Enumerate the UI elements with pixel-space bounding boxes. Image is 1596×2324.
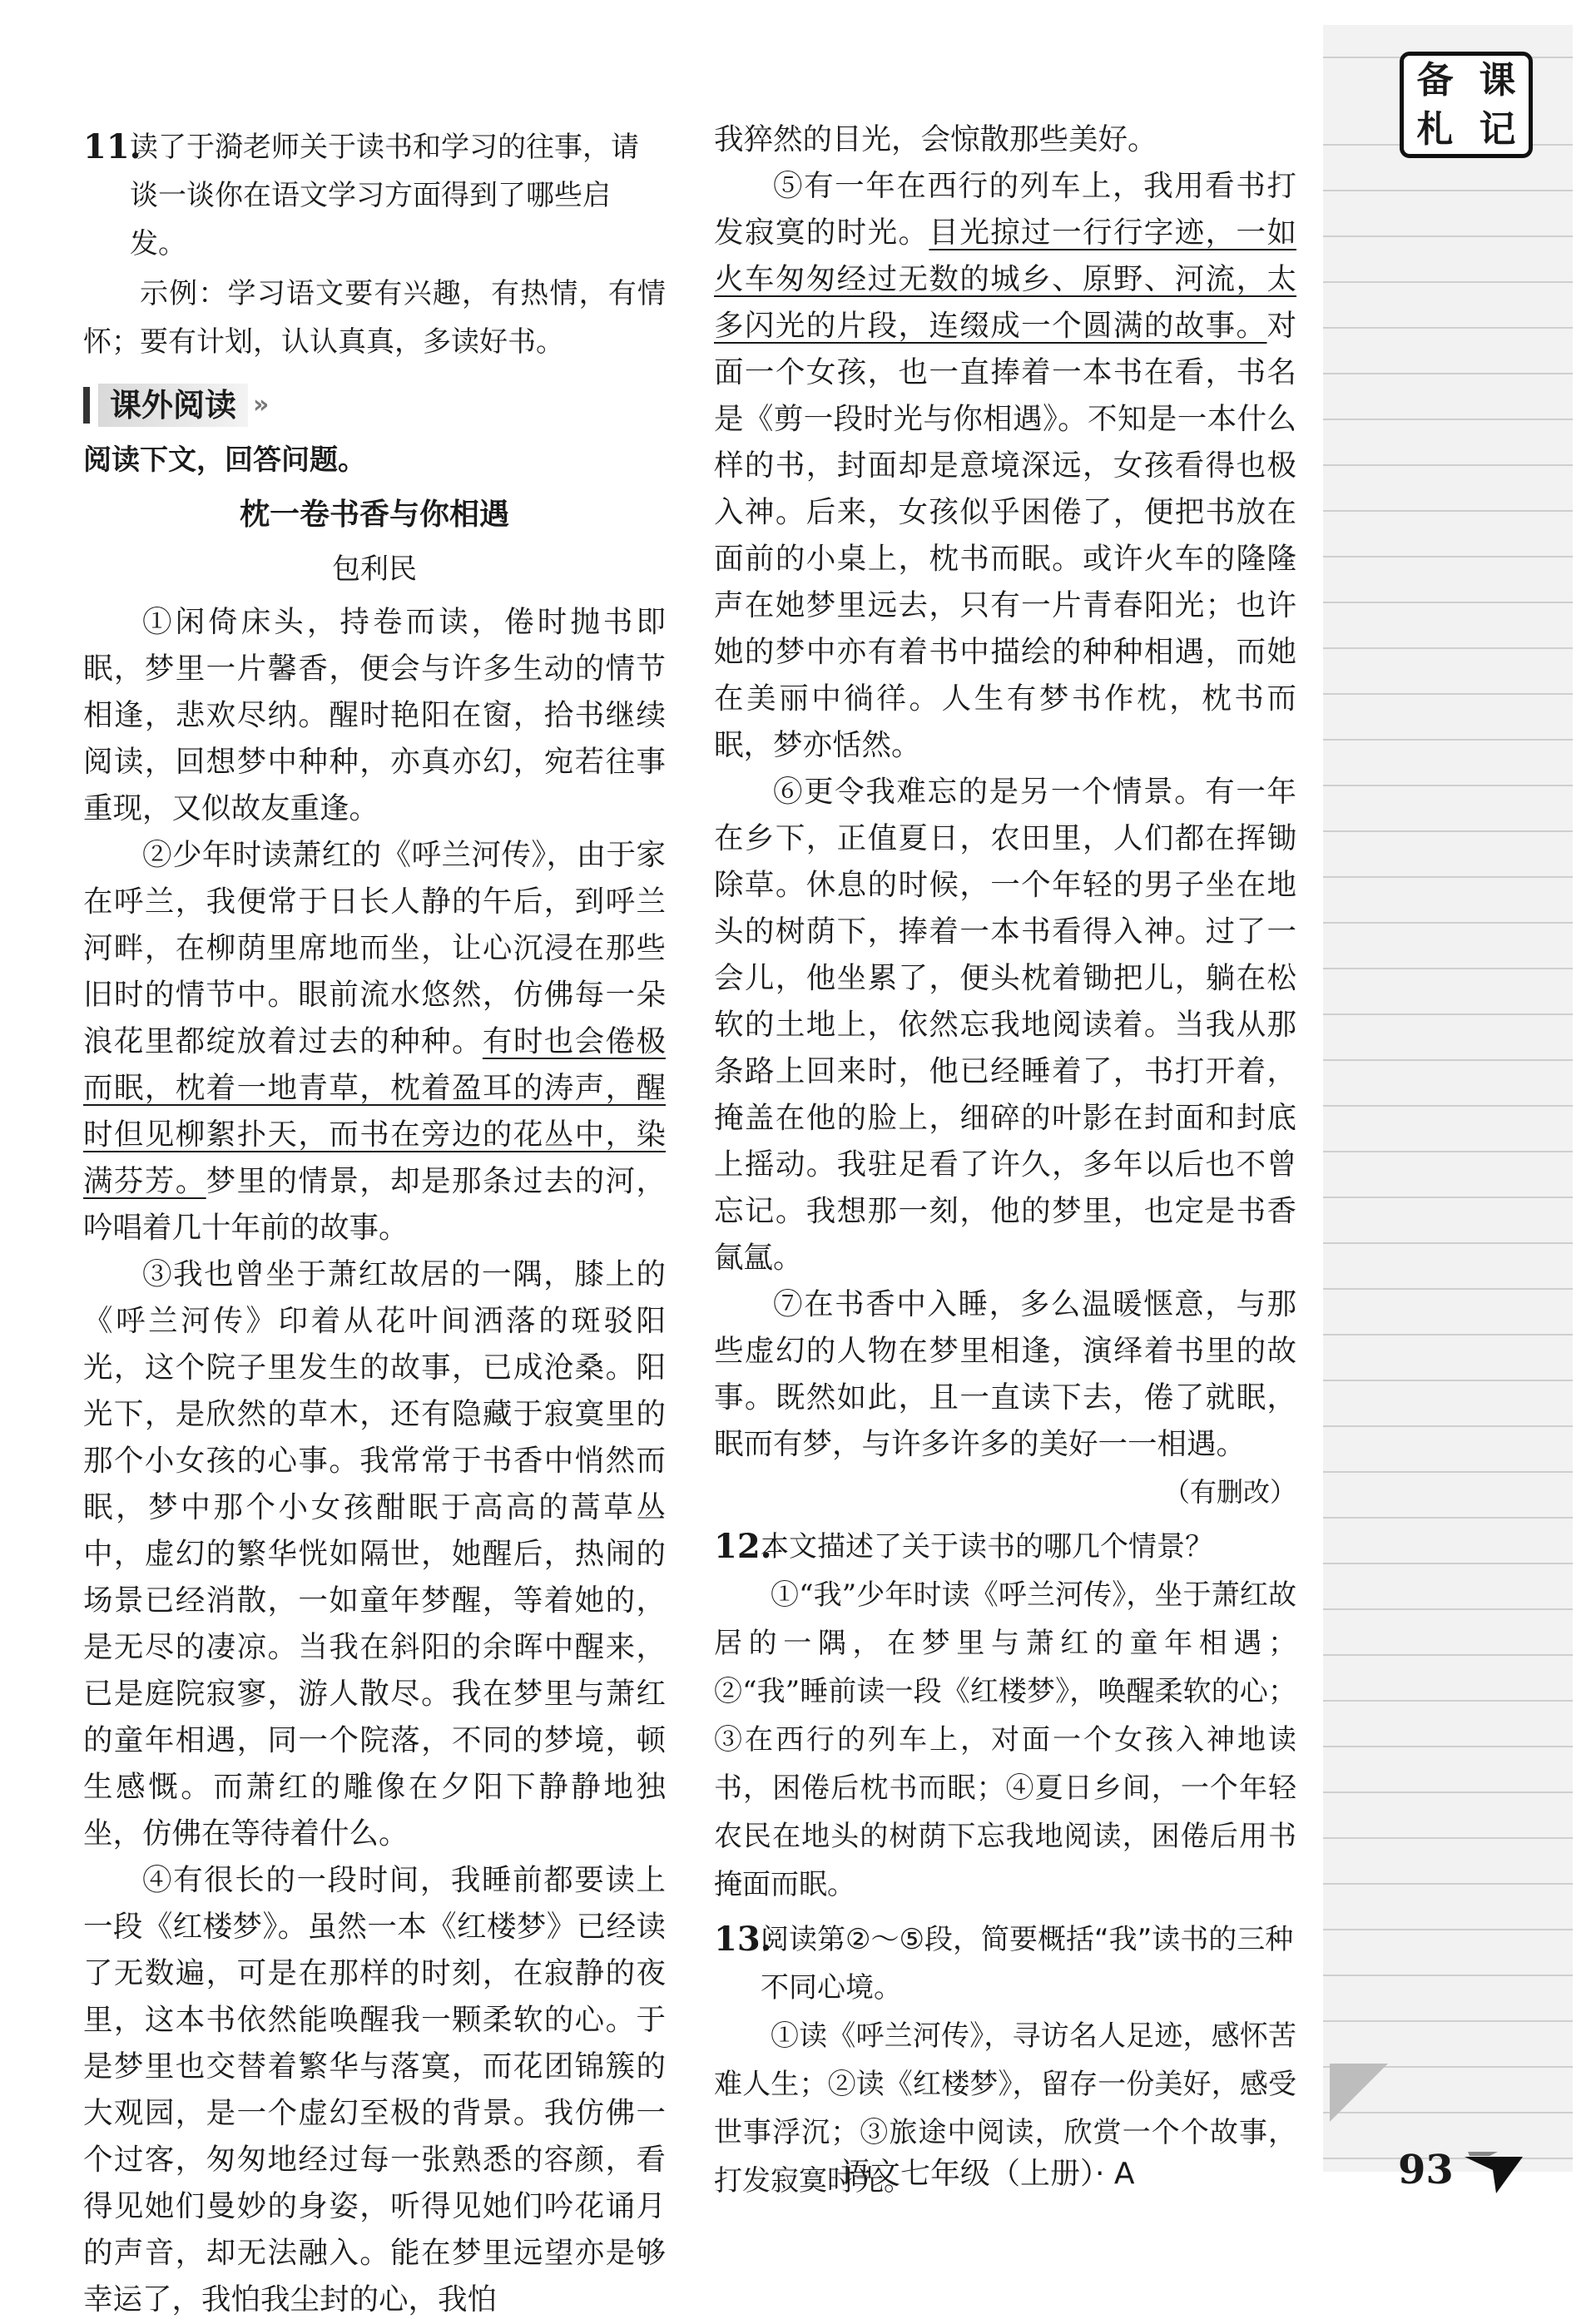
- double-chevron-icon: »: [253, 390, 270, 419]
- paragraph-4: ④有很长的一段时间，我睡前都要读上一段《红楼梦》。虽然一本《红楼梦》已经读了无数遍，可是在那样的时刻，在寂静的夜里，这本书依然能唤醒我一颗柔软的心。于是梦里也交替着繁华与落寞，而花团锦簇的大观园，是一个虚幻至极的背景。我仿佛一个过客，匆匆地经过每一张熟悉的容颜，看得见她们曼妙的身姿，听得见她们吟花诵月的声音，却无法融入。能在梦里远望亦是够幸运了，我怕我尘封的心，我怕: [83, 1863, 666, 2317]
- paragraph-text: 梦里的情景，却是那条过去的河，吟唱着几十年前的故事。: [83, 1164, 666, 1245]
- underlined-sentence: 有时也会倦极而眠，枕着一地青草，枕着盈耳的涛声，醒时但见柳絮扑天，而书在旁边的花丛中，染满芬芳。: [83, 1024, 666, 1198]
- paragraph-text: ⑤有一年在西行的列车上，我用看书打发寂寞的时光。: [714, 169, 1296, 250]
- question-number: 11.: [83, 127, 141, 166]
- section-bar: [83, 387, 90, 424]
- paragraph-text: 对面一个女孩，也一直捧着一本书在看，书名是《剪一段时光与你相遇》。不知是一本什么样的书，封面却是意境深远，女孩看得也极入神。后来，女孩似乎困倦了，便把书放在面前的小桌上，枕书而眠。或许火车的隆隆声在她梦里远去，只有一片青春阳光；也许她的梦中亦有着书中描绘的种种相遇，而她在美丽中徜徉。人生有梦书作枕，枕书而眠，梦亦恬然。: [714, 309, 1296, 762]
- right-column: [714, 116, 1296, 2205]
- question-12: [714, 1523, 1296, 1909]
- section-header: [83, 381, 666, 429]
- answer-text: ①读《呼兰河传》，寻访名人足迹，感怀苦难人生；②读《红楼梦》，留存一份美好，感受世事浮沉；③旅途中阅读，欣赏一个个故事，打发寂寞时光。: [714, 2019, 1296, 2198]
- corner-decoration: [1330, 2064, 1388, 2122]
- paragraph-2: [83, 832, 666, 1251]
- question-text: 阅读第②～⑤段，简要概括“我”读书的三种不同心境。: [761, 1923, 1294, 2004]
- question-text: 读了于漪老师关于读书和学习的往事，请谈一谈你在语文学习方面得到了哪些启发。: [130, 131, 639, 260]
- question-number: 13.: [714, 1920, 772, 1959]
- article-author: 包利民: [332, 553, 417, 586]
- paragraph-5: [714, 163, 1296, 769]
- book-title: 语文七年级（上册）· A: [840, 2157, 1135, 2191]
- paragraph-7: ⑦在书香中入睡，多么温暖惬意，与那些虚幻的人物在梦里相逢，演绎着书里的故事。既然如此，且一直读下去，倦了就眠，眠而有梦，与许多许多的美好一一相遇。: [714, 1287, 1296, 1461]
- notes-margin: [1323, 25, 1573, 2172]
- answer-text: ①“我”少年时读《呼兰河传》，坐于萧红故居的一隅，在梦里与萧红的童年相遇；②“我”睡前读一段《红楼梦》，唤醒柔软的心；③在西行的列车上，对面一个女孩入神地读书，困倦后枕书而眠；④夏日乡间，一个年轻农民在地头的树荫下忘我地阅读，困倦后用书掩面而眠。: [714, 1578, 1296, 1901]
- underlined-sentence: 目光掠过一行行字迹，一如火车匆匆经过无数的城乡、原野、河流，太多闪光的片段，连缀成一个圆满的故事。: [714, 216, 1296, 343]
- badge-char: 课: [1479, 58, 1516, 102]
- section-title: 课外阅读: [98, 384, 248, 427]
- badge-char: 备: [1416, 58, 1454, 102]
- paragraph-3: ③我也曾坐于萧红故居的一隅，膝上的《呼兰河传》印着从花叶间洒落的斑驳阳光，这个院子里发生的故事，已成沧桑。阳光下，是欣然的草木，还有隐藏于寂寞里的那个小女孩的心事。我常常于书香中悄然而眠，梦中那个小女孩酣眠于高高的蒿草丛中，虚幻的繁华恍如隔世，她醒后，热闹的场景已经消散，一如童年梦醒，等着她的，是无尽的凄凉。当我在斜阳的余晖中醒来，已是庭院寂寥，游人散尽。我在梦里与萧红的童年相遇，同一个院落，不同的梦境，顿生感慨。而萧红的雕像在夕阳下静静地独坐，仿佛在等待着什么。: [83, 1257, 666, 1851]
- paragraph-1: ①闲倚床头，持卷而读，倦时抛书即眠，梦里一片馨香，便会与许多生动的情节相逢，悲欢尽纳。醒时艳阳在窗，拾书继续阅读，回想梦中种种，亦真亦幻，宛若往事重现，又似故友重逢。: [83, 605, 666, 825]
- question-number: 12.: [714, 1527, 772, 1566]
- article-title: 枕一卷书香与你相遇: [239, 498, 509, 532]
- page-number: 93: [1398, 2147, 1454, 2193]
- page-arrow-icon: [1465, 2148, 1523, 2193]
- answer-text: 示例：学习语文要有兴趣，有热情，有情怀；要有计划，认认真真，多读好书。: [83, 277, 666, 359]
- source-note: （有删改）: [1162, 1476, 1296, 1508]
- notes-badge: [1400, 52, 1533, 158]
- question-11: [83, 123, 666, 366]
- paragraph-text: ②少年时读萧红的《呼兰河传》，由于家在呼兰，我便常于日长人静的午后，到呼兰河畔，在柳荫里席地而坐，让心沉浸在那些旧时的情节中。眼前流水悠然，仿佛每一朵浪花里都绽放着过去的种种。: [83, 838, 666, 1058]
- reading-instruction: 阅读下文，回答问题。: [83, 443, 366, 477]
- paragraph-4-end: 我猝然的目光，会惊散那些美好。: [714, 122, 1157, 156]
- question-text: 本文描述了关于读书的哪几个情景？: [761, 1530, 1213, 1563]
- badge-char: 记: [1479, 107, 1516, 151]
- paragraph-6: ⑥更令我难忘的是另一个情景。有一年在乡下，正值夏日，农田里，人们都在挥锄除草。休息的时候，一个年轻的男子坐在地头的树荫下，捧着一本书看得入神。过了一会儿，他坐累了，便头枕着锄把儿，躺在松软的土地上，依然忘我地阅读着。当我从那条路上回来时，他已经睡着了，书打开着，掩盖在他的脸上，细碎的叶影在封面和封底上摇动。我驻足看了许久，多年以后也不曾忘记。我想那一刻，他的梦里，也定是书香氤氲。: [714, 775, 1296, 1275]
- badge-char: 札: [1416, 107, 1454, 151]
- left-column: [83, 116, 666, 2323]
